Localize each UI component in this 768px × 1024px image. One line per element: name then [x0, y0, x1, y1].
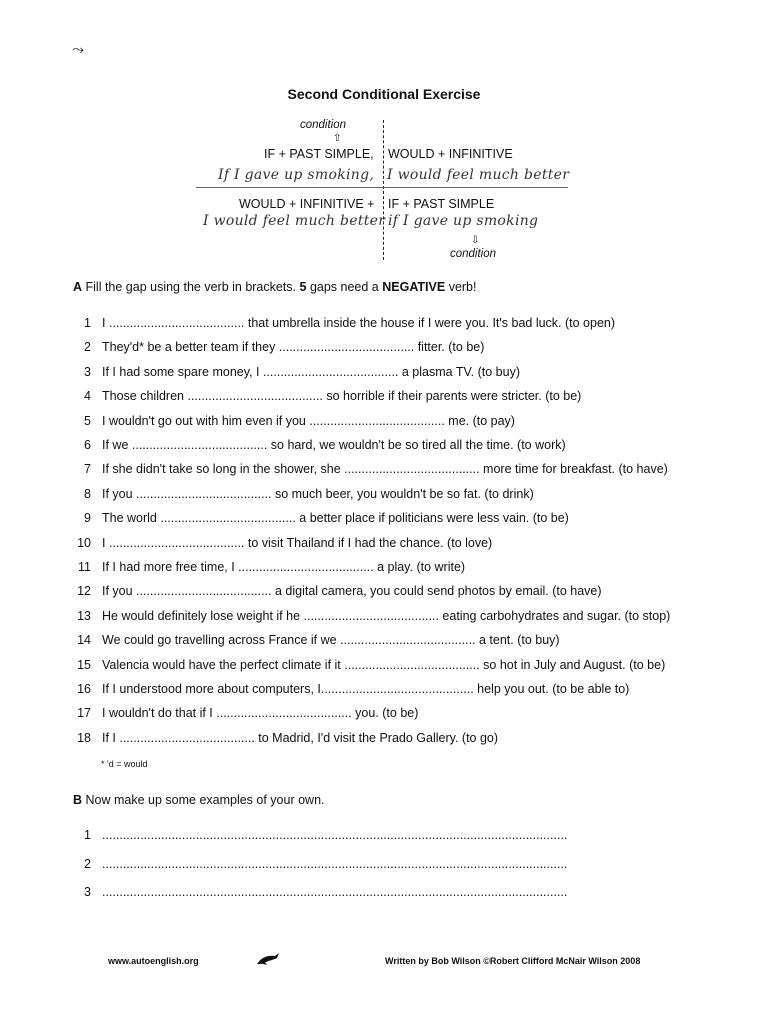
left-formula: IF + PAST SIMPLE,	[264, 147, 374, 161]
right-example: I would feel much better	[387, 167, 570, 183]
exercise-sentence: If you ....................................... a digital camera, you could send photos by email. (to have)	[102, 584, 602, 599]
exercise-sentence: If I had some spare money, I ....................................... a plasma TV. (to buy)	[102, 364, 520, 379]
exercise-sentence: If she didn't take so long in the shower, she ....................................... more time for breakfast. (to have)	[102, 462, 668, 477]
exercise-item	[72, 731, 712, 749]
exercise-item	[72, 511, 712, 529]
exercise-item	[72, 316, 712, 334]
exercise-sentence: We could go travelling across France if we ....................................... a tent. (to buy)	[102, 633, 560, 648]
section-b-letter: B	[73, 793, 83, 807]
own-example-line[interactable]	[72, 857, 592, 871]
right-formula: WOULD + INFINITIVE	[388, 147, 513, 161]
exercise-item	[72, 389, 712, 407]
exercise-number: 6	[84, 438, 91, 452]
exercise-item	[72, 609, 712, 627]
exercise-item	[72, 658, 712, 676]
exercise-number: 3	[84, 364, 91, 379]
exercise-item	[72, 340, 712, 358]
bottom-condition-label: condition	[450, 248, 497, 260]
negative-keyword: NEGATIVE	[382, 280, 446, 294]
up-arrow-icon: ⇧	[333, 133, 342, 144]
exercise-sentence: Those children ....................................... so horrible if their parents were stricter. (to be)	[102, 389, 582, 404]
own-example-number: 1	[84, 828, 91, 842]
left-formula-2: WOULD + INFINITIVE +	[239, 197, 375, 211]
exercise-sentence: If I ....................................... to Madrid, I'd visit the Prado Gallery. (to go)	[102, 730, 499, 745]
exercise-sentence: They'd* be a better team if they ....................................... fitter. (to be)	[102, 340, 485, 355]
exercise-item	[72, 487, 712, 505]
exercise-sentence: Valencia would have the perfect climate if it ....................................... so hot in July and August. (to be)	[102, 657, 666, 672]
exercise-number: 16	[77, 682, 91, 696]
down-arrow-icon: ⇩	[471, 235, 480, 246]
exercise-item	[72, 633, 712, 651]
exercise-number: 1	[84, 316, 91, 330]
exercise-number: 5	[84, 413, 91, 428]
right-example-2: if I gave up smoking	[388, 213, 539, 229]
top-condition-label: condition	[300, 119, 347, 131]
left-example-2: I would feel much better	[203, 213, 386, 229]
instruction-text-3: verb!	[445, 280, 477, 294]
exercise-item	[72, 584, 712, 602]
exercise-number: 17	[77, 706, 91, 721]
instruction-text-2: gaps need a	[306, 280, 383, 294]
conditional-diagram	[190, 116, 580, 266]
exercise-item	[72, 536, 712, 554]
own-example-blank[interactable]: ......................................................................................................................................	[102, 885, 568, 899]
right-formula-2: IF + PAST SIMPLE	[388, 197, 495, 211]
exercise-sentence: If you ....................................... so much beer, you wouldn't be so fat. (to drink)	[102, 486, 534, 501]
own-example-line[interactable]	[72, 885, 592, 899]
exercise-number: 8	[84, 486, 91, 501]
section-b-text: Now make up some examples of your own.	[82, 793, 325, 807]
dolphin-logo-icon	[255, 950, 281, 973]
exercise-item	[72, 414, 712, 432]
exercise-sentence: I wouldn't do that if I ....................................... you. (to be)	[102, 706, 419, 721]
exercise-sentence: The world ....................................... a better place if politicians were less vain. (to be)	[102, 511, 569, 526]
exercise-number: 9	[84, 511, 91, 526]
exercise-sentence: I ....................................... that umbrella inside the house if I were you. It's bad luck. (to open)	[102, 316, 616, 330]
diagram-divider-horizontal	[196, 187, 568, 188]
exercise-item	[72, 462, 712, 480]
page-title: Second Conditional Exercise	[287, 86, 481, 102]
exercise-item	[72, 438, 712, 456]
instruction-text-1: Fill the gap using the verb in brackets.	[82, 280, 300, 294]
exercise-number: 14	[77, 633, 91, 648]
own-example-blank[interactable]: ......................................................................................................................................	[102, 856, 568, 871]
exercise-item	[72, 706, 712, 724]
exercise-item	[72, 560, 712, 578]
exercise-sentence: If we ....................................... so hard, we wouldn't be so tired all the time. (to work)	[102, 438, 566, 452]
own-example-number: 3	[84, 885, 91, 899]
section-a-letter: A	[73, 280, 83, 294]
exercise-sentence: If I had more free time, I ....................................... a play. (to write)	[102, 560, 466, 574]
exercise-number: 11	[78, 560, 91, 574]
exercise-number: 18	[77, 730, 91, 745]
exercise-number: 15	[77, 657, 91, 672]
exercise-sentence: He would definitely lose weight if he ....................................... eating carbohydrates and sugar. (to stop)	[102, 608, 671, 623]
exercise-sentence: I wouldn't go out with him even if you ....................................... me. (to pay)	[102, 413, 515, 428]
own-example-line[interactable]	[72, 828, 592, 842]
exercise-number: 10	[77, 535, 91, 550]
own-example-blank[interactable]: ......................................................................................................................................	[102, 828, 568, 842]
exercise-number: 7	[84, 462, 91, 477]
section-a-instructions	[73, 280, 476, 294]
exercise-sentence: If I understood more about computers, I............................................ help you out. (to be able to)	[102, 682, 630, 696]
exercise-number: 12	[77, 584, 91, 599]
footnote: * 'd = would	[101, 759, 148, 769]
own-example-number: 2	[84, 856, 91, 871]
corner-logo-icon: ⤳	[72, 40, 85, 58]
exercise-number: 13	[77, 608, 91, 623]
gap-count: 5	[299, 280, 307, 294]
footer-credit: Written by Bob Wilson ©Robert Clifford McNair Wilson 2008	[385, 956, 641, 966]
diagram-divider-vertical	[383, 120, 384, 260]
exercise-number: 2	[84, 340, 91, 355]
exercise-item	[72, 365, 712, 383]
section-b-instructions	[73, 793, 325, 807]
left-example: If I gave up smoking,	[218, 167, 375, 183]
exercise-sentence: I ....................................... to visit Thailand if I had the chance. (to love)	[102, 535, 493, 550]
exercise-number: 4	[84, 389, 91, 404]
footer-website: www.autoenglish.org	[108, 956, 199, 966]
exercise-item	[72, 682, 712, 700]
